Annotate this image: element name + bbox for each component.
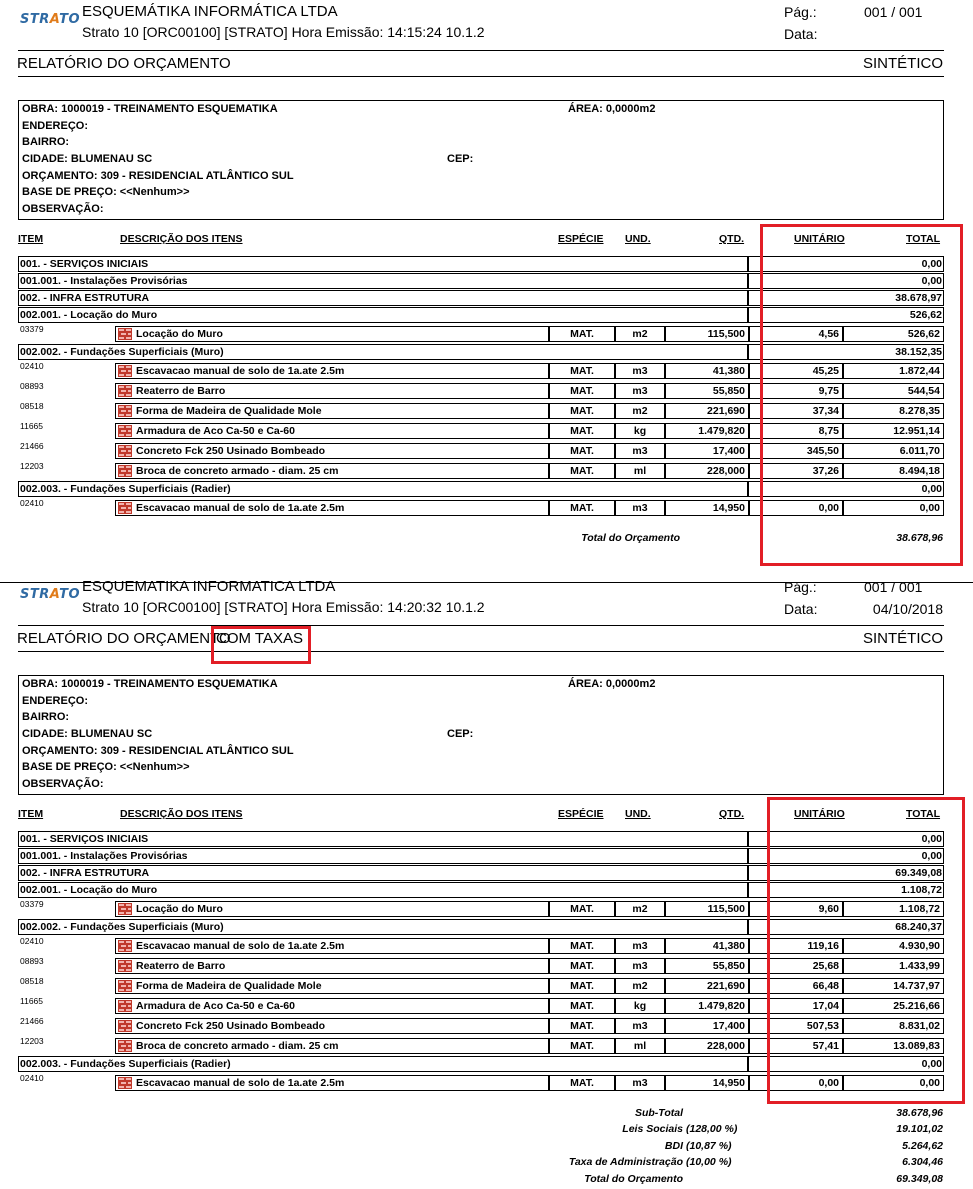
info-orcamento: ORÇAMENTO: 309 - RESIDENCIAL ATLÂNTICO SUL (22, 745, 294, 757)
item-unit-price: 9,75 (818, 385, 839, 397)
summary-label: BDI (664, 1139, 683, 1152)
item-description: Reaterro de Barro (136, 385, 226, 397)
item-quantity-cell (665, 463, 749, 479)
brick-icon (118, 385, 132, 397)
item-description-cell (115, 978, 549, 994)
item-total: 1.108,72 (899, 903, 940, 915)
highlight-box-prices-2 (767, 797, 965, 1104)
info-endereco: ENDEREÇO: (22, 695, 89, 707)
page-label: Pág.: (784, 4, 817, 20)
company-name: ESQUEMÁTIKA INFORMÁTICA LTDA (82, 3, 338, 20)
info-cep: CEP: (447, 153, 474, 165)
group-total: 0,00 (921, 1058, 942, 1070)
item-species: MAT. (570, 980, 594, 992)
item-species-cell (549, 500, 615, 516)
group-title: 001.001. - Instalações Provisórias (20, 275, 188, 287)
summary-label: Leis Sociais (622, 1123, 683, 1136)
column-header-item: ITEM (18, 808, 44, 820)
info-box (18, 100, 944, 220)
item-quantity: 115,500 (707, 903, 745, 915)
group-total: 38.678,97 (895, 292, 942, 304)
logo-text-part: TO (59, 587, 80, 602)
brick-icon (118, 1020, 132, 1032)
item-description: Locação do Muro (136, 903, 223, 915)
item-unit-price: 0,00 (818, 1077, 839, 1089)
item-code: 08518 (20, 401, 44, 411)
item-species: MAT. (570, 328, 594, 340)
header-rule (18, 625, 944, 626)
highlight-box-com-taxas (211, 626, 311, 664)
date-label: Data: (784, 26, 818, 42)
item-quantity-cell (665, 998, 749, 1014)
item-unit-price: 507,53 (806, 1020, 839, 1032)
item-quantity: 17,400 (712, 445, 745, 457)
group-total: 0,00 (921, 275, 942, 287)
item-code: 03379 (20, 899, 44, 909)
item-code: 08893 (20, 381, 44, 391)
summary-label: Taxa de Administração (568, 1156, 683, 1169)
report-type: SINTÉTICO (862, 630, 943, 647)
item-unit: m2 (632, 328, 648, 340)
item-quantity-cell (665, 363, 749, 379)
item-quantity-cell (665, 901, 749, 917)
item-description-cell (115, 938, 549, 954)
item-species: MAT. (570, 365, 594, 377)
item-species-cell (549, 978, 615, 994)
item-code: 08518 (20, 976, 44, 986)
item-description: Escavacao manual de solo de 1a.ate 2.5m (136, 940, 345, 952)
item-quantity-cell (665, 1038, 749, 1054)
item-description: Broca de concreto armado - diam. 25 cm (136, 1040, 339, 1052)
item-unit-price: 37,26 (812, 465, 839, 477)
column-header-item: ITEM (18, 233, 44, 245)
item-quantity: 221,690 (707, 980, 745, 992)
item-quantity: 14,950 (712, 1077, 745, 1089)
item-unit-cell (615, 443, 665, 459)
item-total: 14.737,97 (893, 980, 940, 992)
system-line: Strato 10 [ORC00100] [STRATO] Hora Emissão: 14:15:24 10.1.2 (82, 24, 485, 40)
item-species-cell (549, 363, 615, 379)
item-species: MAT. (570, 1020, 594, 1032)
column-header-descricao: DESCRIÇÃO DOS ITENS (120, 233, 243, 245)
group-total: 0,00 (921, 483, 942, 495)
item-quantity-cell (665, 1075, 749, 1091)
brick-icon (118, 1040, 132, 1052)
item-code: 12203 (20, 461, 44, 471)
report-title: RELATÓRIO DO ORÇAMENTO (17, 55, 231, 72)
item-unit-cell (615, 978, 665, 994)
group-title: 002.002. - Fundações Superficiais (Muro) (20, 921, 224, 933)
item-total: 4.930,90 (899, 940, 940, 952)
group-title: 002.002. - Fundações Superficiais (Muro) (20, 346, 224, 358)
report-type: SINTÉTICO (862, 55, 943, 72)
item-species: MAT. (570, 465, 594, 477)
item-unit: kg (633, 425, 647, 437)
item-quantity-cell (665, 326, 749, 342)
item-description: Concreto Fck 250 Usinado Bombeado (136, 445, 326, 457)
summary-value: 69.349,08 (896, 1172, 943, 1185)
report-title: RELATÓRIO DO ORÇAMENTO (17, 630, 231, 647)
item-unit: kg (633, 1000, 647, 1012)
item-description-cell (115, 998, 549, 1014)
item-total: 1.433,99 (899, 960, 940, 972)
summary-value: 19.101,02 (896, 1123, 943, 1136)
info-orcamento: ORÇAMENTO: 309 - RESIDENCIAL ATLÂNTICO SUL (22, 170, 294, 182)
info-base: BASE DE PREÇO: <<Nenhum>> (22, 186, 190, 198)
column-header-especie: ESPÉCIE (558, 233, 604, 245)
item-description-cell (115, 500, 549, 516)
item-unit: m3 (632, 445, 648, 457)
item-quantity: 221,690 (707, 405, 745, 417)
column-header-und: UND. (625, 808, 651, 820)
item-description: Locação do Muro (136, 328, 223, 340)
item-species: MAT. (570, 445, 594, 457)
group-total: 0,00 (921, 850, 942, 862)
item-description: Broca de concreto armado - diam. 25 cm (136, 465, 339, 477)
column-header-unitario: UNITÁRIO (794, 808, 845, 820)
item-code: 08893 (20, 956, 44, 966)
item-description-cell (115, 383, 549, 399)
logo-text-part: A (49, 587, 60, 602)
item-code: 12203 (20, 1036, 44, 1046)
info-cep: CEP: (447, 728, 474, 740)
info-cidade: CIDADE: BLUMENAU SC (22, 728, 153, 740)
item-total: 1.872,44 (899, 365, 940, 377)
group-title: 001.001. - Instalações Provisórias (20, 850, 188, 862)
info-obra: OBRA: 1000019 - TREINAMENTO ESQUEMATIKA (22, 103, 278, 115)
item-unit-price: 4,56 (818, 328, 839, 340)
info-bairro: BAIRRO: (22, 711, 70, 723)
item-total: 25.216,66 (893, 1000, 940, 1012)
column-header-qtd: QTD. (719, 233, 745, 245)
item-species-cell (549, 938, 615, 954)
group-title: 002. - INFRA ESTRUTURA (20, 292, 150, 304)
page-number: 001 / 001 (864, 4, 923, 20)
item-quantity: 55,850 (712, 385, 745, 397)
item-code: 21466 (20, 1016, 44, 1026)
item-quantity-cell (665, 958, 749, 974)
brick-icon (118, 1077, 132, 1089)
item-unit: m3 (632, 960, 648, 972)
brick-icon (118, 328, 132, 340)
item-species-cell (549, 901, 615, 917)
brick-icon (118, 960, 132, 972)
item-unit-price: 25,68 (812, 960, 839, 972)
group-title: 002.001. - Locação do Muro (20, 884, 158, 896)
summary-value: 5.264,62 (902, 1139, 943, 1152)
item-unit-price: 9,60 (818, 903, 839, 915)
item-quantity: 41,380 (712, 940, 745, 952)
report-separator (0, 582, 973, 583)
item-species-cell (549, 998, 615, 1014)
item-unit: m3 (632, 385, 648, 397)
group-title: 001. - SERVIÇOS INICIAIS (20, 833, 149, 845)
item-description: Armadura de Aco Ca-50 e Ca-60 (136, 1000, 295, 1012)
item-code: 11665 (20, 421, 44, 431)
item-code: 02410 (20, 936, 44, 946)
item-description-cell (115, 363, 549, 379)
item-unit-price: 0,00 (818, 502, 839, 514)
summary-value: 6.304,46 (902, 1156, 943, 1169)
brick-icon (118, 940, 132, 952)
system-line: Strato 10 [ORC00100] [STRATO] Hora Emissão: 14:20:32 10.1.2 (82, 599, 485, 615)
item-unit: m2 (632, 903, 648, 915)
logo-text-part: STR (20, 587, 50, 602)
item-unit-price: 345,50 (806, 445, 839, 457)
logo-text-part: TO (59, 12, 80, 27)
group-total: 68.240,37 (895, 921, 942, 933)
item-species-cell (549, 403, 615, 419)
item-unit-cell (615, 403, 665, 419)
item-species: MAT. (570, 502, 594, 514)
item-unit: m3 (632, 1020, 648, 1032)
item-species: MAT. (570, 1077, 594, 1089)
group-title: 002.001. - Locação do Muro (20, 309, 158, 321)
info-obra: OBRA: 1000019 - TREINAMENTO ESQUEMATIKA (22, 678, 278, 690)
item-species-cell (549, 1075, 615, 1091)
group-total: 38.152,35 (895, 346, 942, 358)
item-species: MAT. (570, 960, 594, 972)
item-description-cell (115, 403, 549, 419)
item-total: 0,00 (919, 502, 940, 514)
item-total: 12.951,14 (893, 425, 940, 437)
item-total: 526,62 (907, 328, 940, 340)
item-species: MAT. (570, 903, 594, 915)
group-title: 002.003. - Fundações Superficiais (Radier) (20, 1058, 231, 1070)
item-description-cell (115, 1018, 549, 1034)
item-species-cell (549, 326, 615, 342)
item-species-cell (549, 423, 615, 439)
logo-text-part: A (49, 12, 60, 27)
item-quantity: 41,380 (712, 365, 745, 377)
item-unit-price: 17,04 (812, 1000, 839, 1012)
item-species-cell (549, 463, 615, 479)
info-endereco: ENDEREÇO: (22, 120, 89, 132)
item-unit: m2 (632, 980, 648, 992)
item-description-cell (115, 1075, 549, 1091)
item-quantity-cell (665, 383, 749, 399)
info-observacao: OBSERVAÇÃO: (22, 778, 104, 790)
column-header-qtd: QTD. (719, 808, 745, 820)
item-species: MAT. (570, 405, 594, 417)
item-unit-cell (615, 1038, 665, 1054)
item-unit-price: 45,25 (812, 365, 839, 377)
item-description: Forma de Madeira de Qualidade Mole (136, 405, 322, 417)
summary-percent: (10,00 %) (686, 1156, 732, 1169)
title-rule (18, 651, 944, 652)
item-unit-cell (615, 500, 665, 516)
group-total: 0,00 (921, 258, 942, 270)
item-total: 544,54 (907, 385, 940, 397)
item-unit: m3 (632, 502, 648, 514)
group-total: 0,00 (921, 833, 942, 845)
item-species-cell (549, 383, 615, 399)
summary-value: 38.678,96 (896, 1107, 943, 1119)
item-unit-cell (615, 363, 665, 379)
item-description: Concreto Fck 250 Usinado Bombeado (136, 1020, 326, 1032)
group-total: 69.349,08 (895, 867, 942, 879)
item-unit-cell (615, 1018, 665, 1034)
item-total: 6.011,70 (899, 445, 940, 457)
item-total: 8.494,18 (899, 465, 940, 477)
summary-label: Total do Orçamento (584, 1172, 683, 1185)
item-quantity: 115,500 (707, 328, 745, 340)
item-species: MAT. (570, 425, 594, 437)
item-unit: m3 (632, 1077, 648, 1089)
item-unit-cell (615, 423, 665, 439)
item-species: MAT. (570, 385, 594, 397)
info-observacao: OBSERVAÇÃO: (22, 203, 104, 215)
column-header-und: UND. (625, 233, 651, 245)
item-unit-cell (615, 938, 665, 954)
item-description: Escavacao manual de solo de 1a.ate 2.5m (136, 365, 345, 377)
item-unit-cell (615, 1075, 665, 1091)
date-label: Data: (784, 601, 818, 617)
item-unit: m2 (632, 405, 648, 417)
item-code: 21466 (20, 441, 44, 451)
item-description-cell (115, 901, 549, 917)
item-quantity: 17,400 (712, 1020, 745, 1032)
info-cidade: CIDADE: BLUMENAU SC (22, 153, 153, 165)
item-description: Escavacao manual de solo de 1a.ate 2.5m (136, 1077, 345, 1089)
item-description-cell (115, 958, 549, 974)
header-rule (18, 50, 944, 51)
column-header-especie: ESPÉCIE (558, 808, 604, 820)
item-description-cell (115, 443, 549, 459)
column-header-descricao: DESCRIÇÃO DOS ITENS (120, 808, 243, 820)
brick-icon (118, 903, 132, 915)
item-quantity: 55,850 (712, 960, 745, 972)
group-title: 001. - SERVIÇOS INICIAIS (20, 258, 149, 270)
item-description: Reaterro de Barro (136, 960, 226, 972)
item-species: MAT. (570, 1000, 594, 1012)
item-species: MAT. (570, 1040, 594, 1052)
info-base: BASE DE PREÇO: <<Nenhum>> (22, 761, 190, 773)
item-quantity-cell (665, 443, 749, 459)
group-total: 1.108,72 (901, 884, 942, 896)
item-description: Escavacao manual de solo de 1a.ate 2.5m (136, 502, 345, 514)
group-title: 002.003. - Fundações Superficiais (Radier) (20, 483, 231, 495)
item-unit-cell (615, 463, 665, 479)
item-quantity: 1.479,820 (698, 1000, 745, 1012)
item-species-cell (549, 1018, 615, 1034)
item-unit-price: 57,41 (812, 1040, 839, 1052)
info-bairro: BAIRRO: (22, 136, 70, 148)
item-description-cell (115, 1038, 549, 1054)
item-unit: ml (633, 1040, 647, 1052)
highlight-box-prices-1 (760, 224, 963, 566)
item-unit: m3 (632, 940, 648, 952)
info-area: ÁREA: 0,0000m2 (568, 103, 656, 115)
item-quantity-cell (665, 978, 749, 994)
item-species-cell (549, 1038, 615, 1054)
item-code: 02410 (20, 1073, 44, 1083)
item-total: 8.278,35 (899, 405, 940, 417)
summary-label: Sub-Total (634, 1107, 683, 1119)
group-title: 002. - INFRA ESTRUTURA (20, 867, 150, 879)
item-code: 02410 (20, 361, 44, 371)
item-total: 0,00 (919, 1077, 940, 1089)
brick-icon (118, 1000, 132, 1012)
page-number: 001 / 001 (864, 579, 923, 595)
brick-icon (118, 502, 132, 514)
report-title-suffix: COM TAXAS (216, 630, 303, 647)
item-unit-price: 37,34 (812, 405, 839, 417)
item-quantity-cell (665, 403, 749, 419)
item-total: 13.089,83 (893, 1040, 940, 1052)
item-description: Forma de Madeira de Qualidade Mole (136, 980, 322, 992)
brick-icon (118, 425, 132, 437)
summary-label: Total do Orçamento (581, 532, 680, 544)
item-unit-cell (615, 901, 665, 917)
item-unit-price: 119,16 (807, 940, 839, 952)
item-description-cell (115, 326, 549, 342)
item-description: Armadura de Aco Ca-50 e Ca-60 (136, 425, 295, 437)
item-description-cell (115, 423, 549, 439)
item-quantity: 228,000 (707, 465, 745, 477)
strato-logo (20, 12, 80, 27)
company-name: ESQUEMATIKA INFORMATICA LTDA (82, 578, 336, 595)
item-quantity: 228,000 (707, 1040, 745, 1052)
brick-icon (118, 405, 132, 417)
brick-icon (118, 445, 132, 457)
item-unit-cell (615, 958, 665, 974)
item-species-cell (549, 958, 615, 974)
summary-percent: (10,87 %) (686, 1139, 732, 1152)
item-unit-cell (615, 326, 665, 342)
item-total: 8.831,02 (899, 1020, 940, 1032)
item-quantity: 14,950 (712, 502, 745, 514)
info-box (18, 675, 944, 795)
page-label: Pág.: (784, 579, 817, 595)
item-species-cell (549, 443, 615, 459)
brick-icon (118, 365, 132, 377)
item-unit-price: 66,48 (812, 980, 839, 992)
item-description-cell (115, 463, 549, 479)
logo-text-part: STR (20, 12, 50, 27)
brick-icon (118, 465, 132, 477)
item-quantity-cell (665, 423, 749, 439)
item-species: MAT. (570, 940, 594, 952)
item-quantity-cell (665, 938, 749, 954)
item-unit: ml (633, 465, 647, 477)
item-unit-cell (615, 998, 665, 1014)
title-rule (18, 76, 944, 77)
date-value: 04/10/2018 (872, 601, 943, 617)
brick-icon (118, 980, 132, 992)
column-header-total: TOTAL (906, 808, 941, 820)
item-quantity-cell (665, 1018, 749, 1034)
item-unit-cell (615, 383, 665, 399)
info-area: ÁREA: 0,0000m2 (568, 678, 656, 690)
item-quantity-cell (665, 500, 749, 516)
column-header-total: TOTAL (906, 233, 941, 245)
summary-percent: (128,00 %) (686, 1123, 738, 1136)
item-code: 11665 (20, 996, 44, 1006)
item-unit-price: 8,75 (818, 425, 839, 437)
group-total: 526,62 (909, 309, 942, 321)
item-code: 02410 (20, 498, 44, 508)
summary-value: 38.678,96 (896, 532, 943, 544)
item-unit: m3 (632, 365, 648, 377)
item-quantity: 1.479,820 (698, 425, 745, 437)
item-code: 03379 (20, 324, 44, 334)
column-header-unitario: UNITÁRIO (794, 233, 845, 245)
strato-logo (20, 587, 80, 602)
